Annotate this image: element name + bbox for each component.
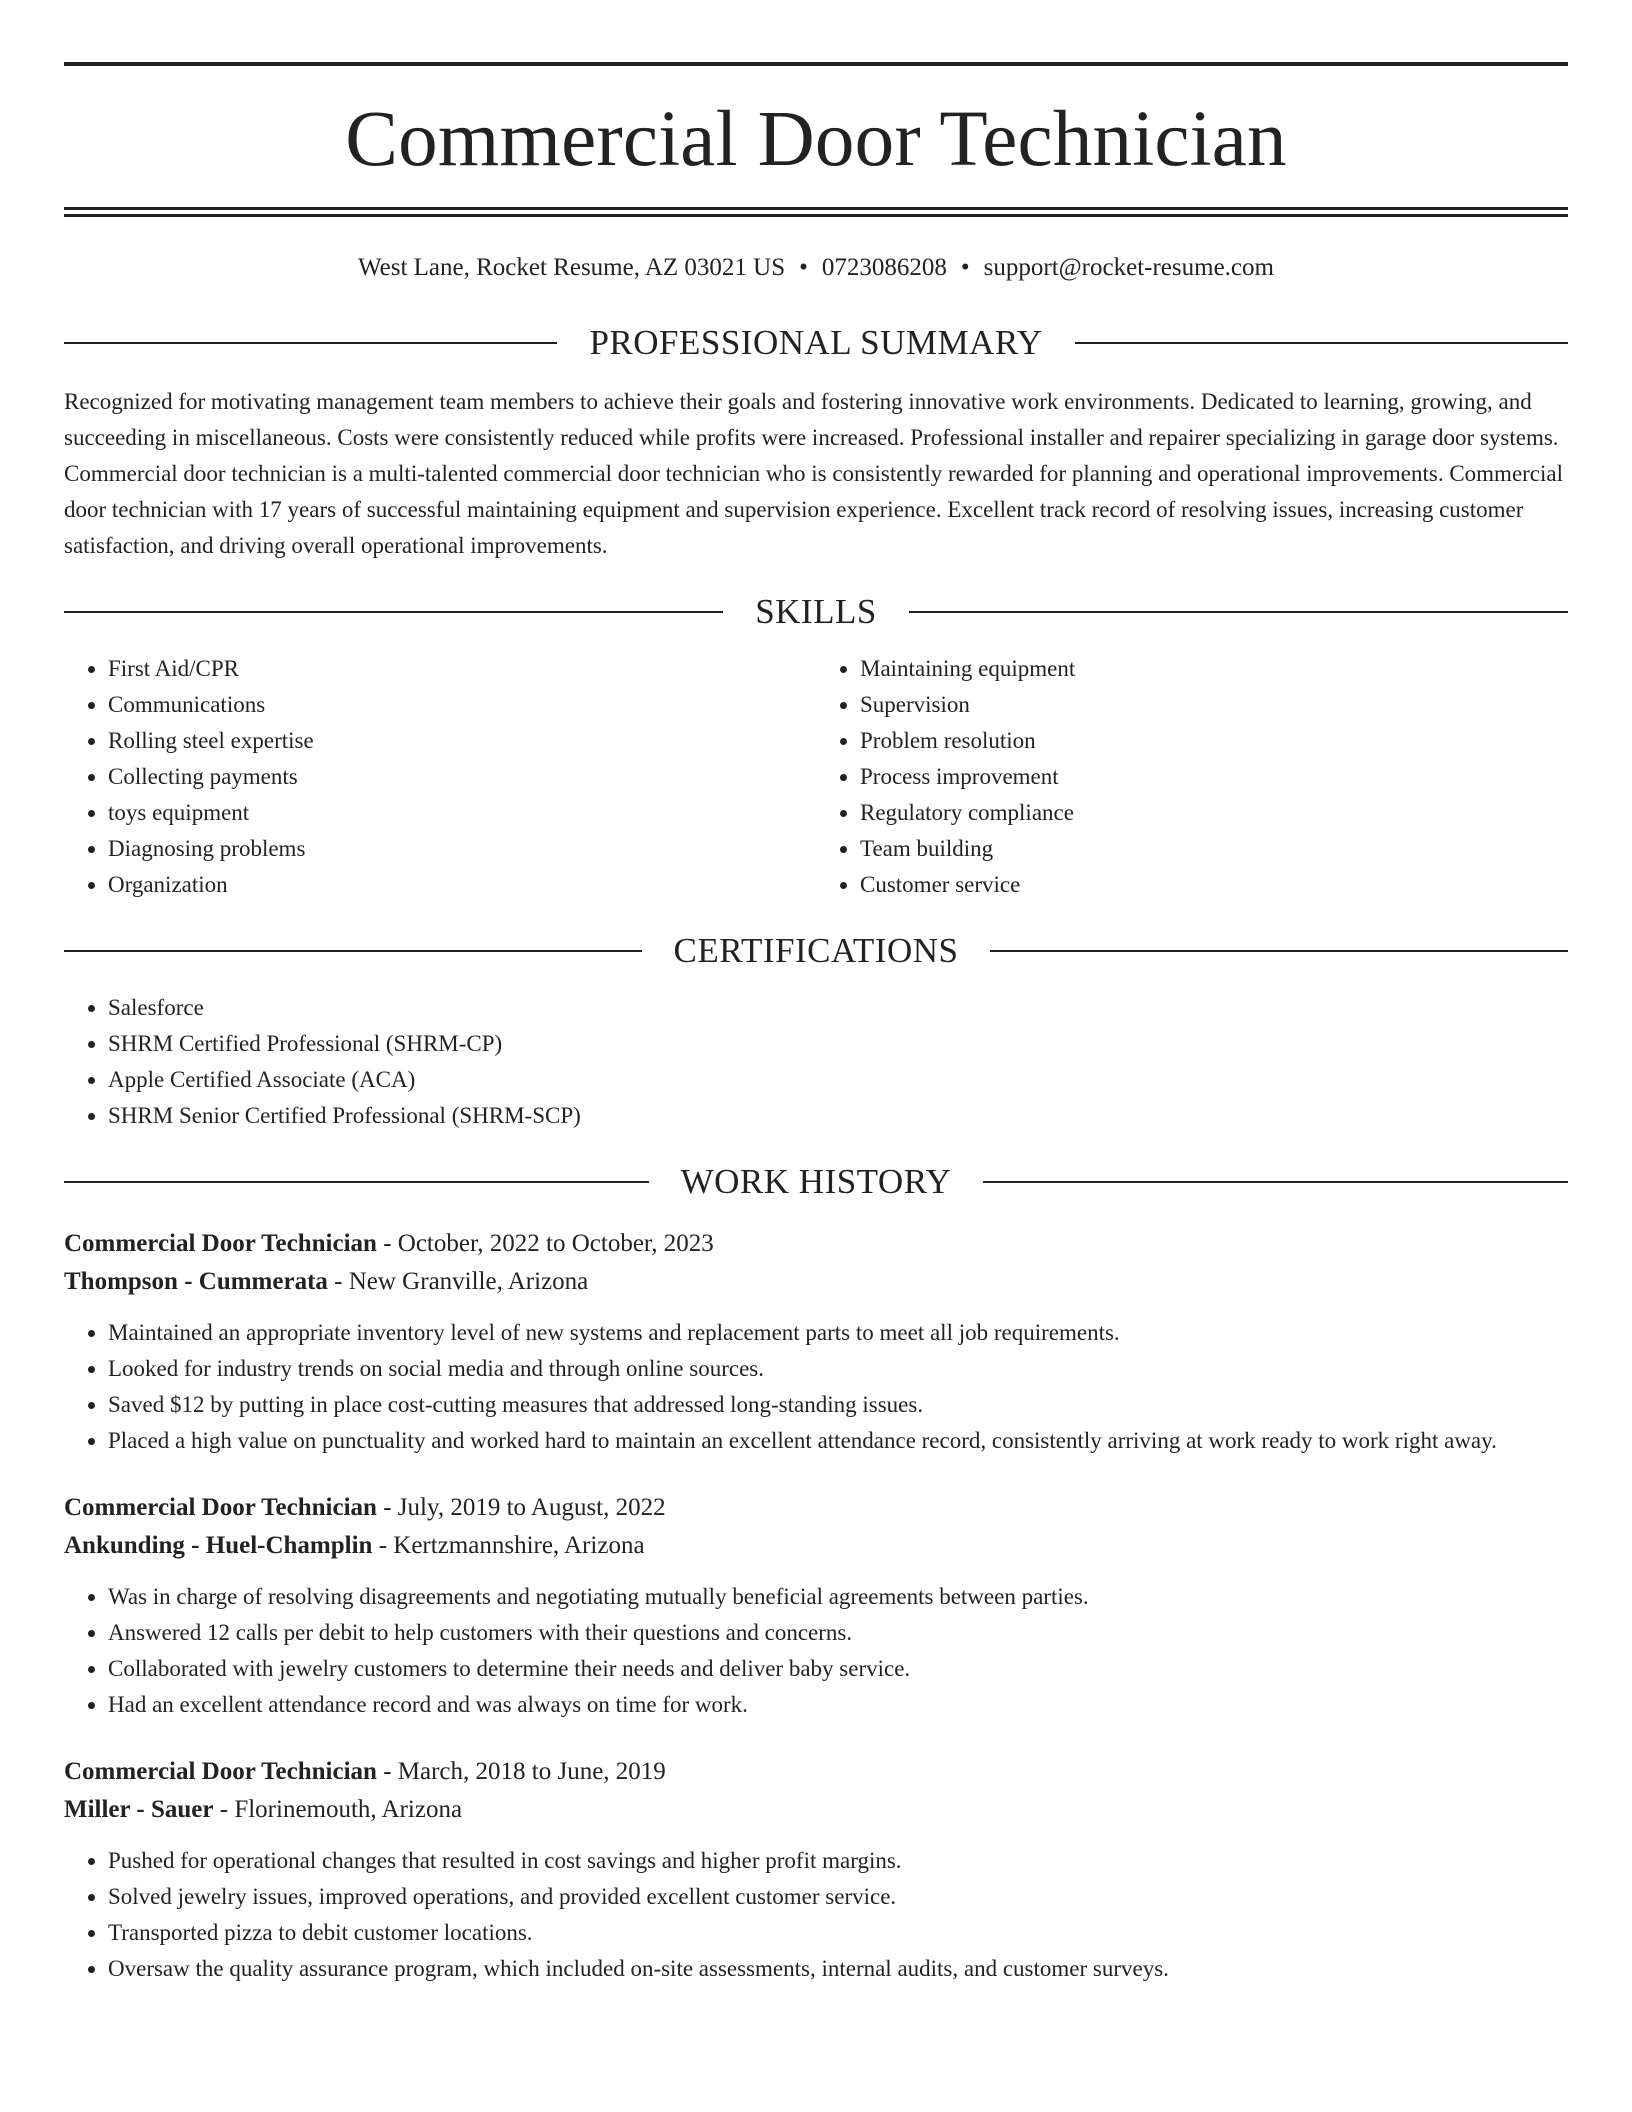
top-rule (64, 62, 1568, 66)
skill-item: • First Aid/CPR (108, 651, 816, 687)
contact-address: West Lane, Rocket Resume, AZ 03021 US (358, 254, 786, 281)
job-bullet: • Solved jewelry issues, improved operations, and provided excellent customer service. (108, 1879, 1568, 1915)
certification-item: • Apple Certified Associate (ACA) (108, 1062, 1568, 1098)
skills-title: SKILLS (755, 592, 877, 631)
job-role-line (64, 1225, 1568, 1263)
job-dates: - October, 2022 to October, 2023 (376, 1230, 714, 1257)
job-bullet: • Was in charge of resolving disagreements and negotiating mutually beneficial agreements between parties. (108, 1579, 1568, 1615)
job-bullet: • Collaborated with jewelry customers to determine their needs and deliver baby service. (108, 1651, 1568, 1687)
skill-item: • Team building (860, 831, 1568, 867)
skills-list-right (816, 651, 1568, 903)
job-dates: - July, 2019 to August, 2022 (376, 1494, 666, 1521)
job-company: Ankunding - Huel-Champlin (64, 1532, 373, 1559)
job-location: - New Granville, Arizona (327, 1268, 589, 1295)
job-entry (64, 1225, 1568, 1459)
job-role-line (64, 1753, 1568, 1791)
skill-item: • Communications (108, 687, 816, 723)
summary-title: PROFESSIONAL SUMMARY (589, 323, 1043, 362)
job-bullet: • Maintained an appropriate inventory level of new systems and replacement parts to meet all job requirements. (108, 1315, 1568, 1351)
heading-rule (983, 1181, 1568, 1183)
skill-item: • Supervision (860, 687, 1568, 723)
skill-item: • Organization (108, 867, 816, 903)
skill-item: • Process improvement (860, 759, 1568, 795)
job-company-line (64, 1791, 1568, 1829)
job-bullet: • Transported pizza to debit customer locations. (108, 1915, 1568, 1951)
skill-item: • Maintaining equipment (860, 651, 1568, 687)
job-bullet: • Answered 12 calls per debit to help customers with their questions and concerns. (108, 1615, 1568, 1651)
skills-grid (64, 651, 1568, 903)
heading-rule (909, 611, 1568, 613)
contact-phone: 0723086208 (821, 254, 947, 281)
job-bullets (64, 1315, 1568, 1459)
job-role-line (64, 1489, 1568, 1527)
job-bullet: • Placed a high value on punctuality and worked hard to maintain an excellent attendance record, consistently arriving at work ready to work right away. (108, 1423, 1568, 1459)
job-role: Commercial Door Technician (64, 1230, 377, 1257)
job-bullets (64, 1579, 1568, 1723)
work-section-heading (64, 1164, 1568, 1199)
skill-item: • Regulatory compliance (860, 795, 1568, 831)
job-bullet: • Pushed for operational changes that resulted in cost savings and higher profit margins. (108, 1843, 1568, 1879)
heading-rule (64, 342, 557, 344)
certifications-title: CERTIFICATIONS (673, 931, 959, 970)
job-bullets (64, 1843, 1568, 1987)
job-company: Thompson - Cummerata (64, 1268, 328, 1295)
job-dates: - March, 2018 to June, 2019 (376, 1758, 666, 1785)
certification-item: • Salesforce (108, 990, 1568, 1026)
heading-rule (64, 950, 642, 952)
job-entry (64, 1489, 1568, 1723)
certification-item: • SHRM Certified Professional (SHRM-CP) (108, 1026, 1568, 1062)
job-bullet: • Looked for industry trends on social media and through online sources. (108, 1351, 1568, 1387)
certifications-list (64, 990, 1568, 1134)
job-bullet: • Had an excellent attendance record and was always on time for work. (108, 1687, 1568, 1723)
job-bullet: • Oversaw the quality assurance program, which included on-site assessments, internal audits, and customer surveys. (108, 1951, 1568, 1987)
heading-rule (1075, 342, 1568, 344)
skill-item: • Customer service (860, 867, 1568, 903)
summary-text: Recognized for motivating management team members to achieve their goals and fostering innovative work environments. Dedicated to learning, growing, and succeeding in miscellaneous. Costs were consistently reduced while profits were increased. Professional installer and repairer specializing in garage door systems. Commercial door technician is a multi-talented commercial door technician who is consistently rewarded for planning and operational improvements. Commercial door technician with 17 years of successful maintaining equipment and supervision experience. Excellent track record of resolving issues, increasing customer satisfaction, and driving overall operational improvements. (64, 389, 1564, 558)
job-company-line (64, 1263, 1568, 1301)
job-location: - Kertzmannshire, Arizona (372, 1532, 645, 1559)
contact-separator: • (799, 254, 808, 281)
contact-separator: • (960, 254, 970, 281)
skill-item: • Diagnosing problems (108, 831, 816, 867)
heading-rule (64, 611, 723, 613)
summary-section-heading (64, 325, 1568, 360)
work-title: WORK HISTORY (680, 1162, 952, 1201)
heading-rule (990, 950, 1568, 952)
job-company-line (64, 1527, 1568, 1565)
contact-line (64, 253, 1568, 283)
certification-item: • SHRM Senior Certified Professional (SHRM-SCP) (108, 1098, 1568, 1134)
skill-item: • Rolling steel expertise (108, 723, 816, 759)
job-role: Commercial Door Technician (64, 1494, 377, 1521)
job-role: Commercial Door Technician (64, 1758, 377, 1785)
skill-item: • Problem resolution (860, 723, 1568, 759)
skill-item: • Collecting payments (108, 759, 816, 795)
certifications-section-heading (64, 933, 1568, 968)
skills-list-left (64, 651, 816, 903)
contact-email: support@rocket-resume.com (983, 254, 1274, 281)
heading-rule (64, 1181, 649, 1183)
job-bullet: • Saved $12 by putting in place cost-cutting measures that addressed long-standing issues. (108, 1387, 1568, 1423)
job-entry (64, 1753, 1568, 1987)
skills-section-heading (64, 594, 1568, 629)
name-double-rule (64, 207, 1568, 217)
job-location: - Florinemouth, Arizona (213, 1796, 463, 1823)
skill-item: • toys equipment (108, 795, 816, 831)
job-company: Miller - Sauer (64, 1796, 214, 1823)
resume-name: Commercial Door Technician (345, 96, 1287, 183)
